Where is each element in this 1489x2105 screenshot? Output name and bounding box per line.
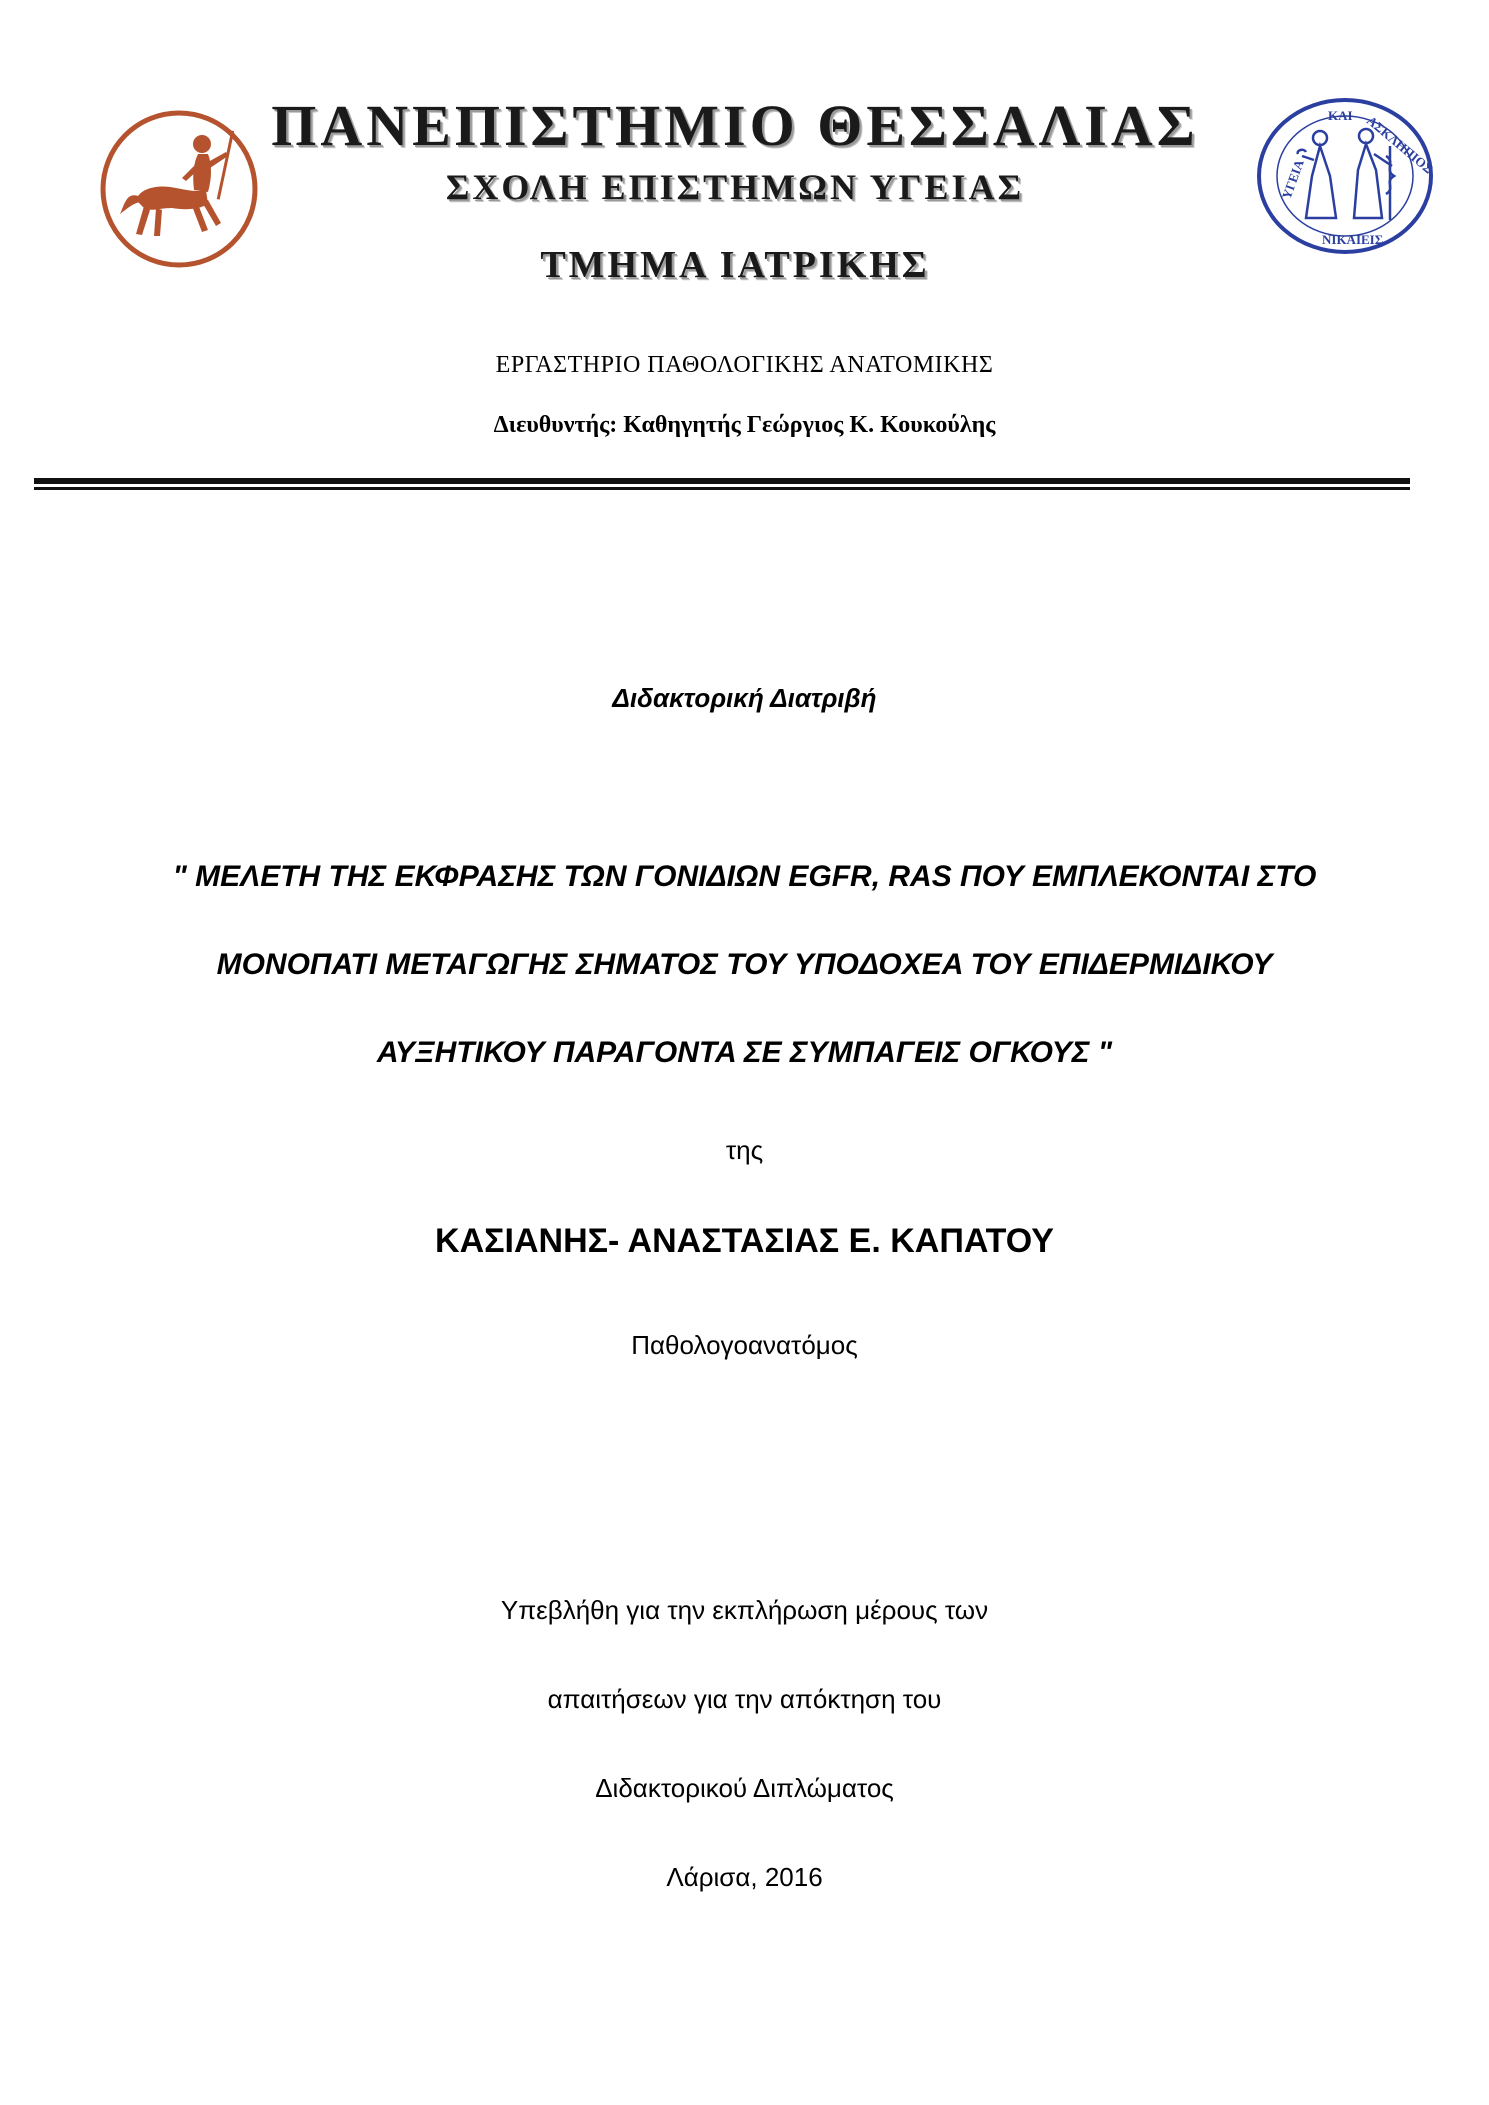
laboratory-name: ΕΡΓΑΣΤΗΡΙΟ ΠΑΘΟΛΟΓΙΚΗΣ ΑΝΑΤΟΜΙΚΗΣ bbox=[495, 352, 994, 378]
place-date: Λάρισα, 2016 bbox=[666, 1862, 823, 1892]
submission-line-3: Διδακτορικού Διπλώματος bbox=[595, 1773, 894, 1803]
author-role: Παθολογοανατόμος bbox=[631, 1330, 858, 1360]
svg-text:ΥΓΕΙΑ: ΥΓΕΙΑ bbox=[1278, 157, 1307, 202]
centaur-logo-icon bbox=[98, 108, 260, 270]
thesis-title-line-1: " ΜΕΛΕΤΗ ΤΗΣ ΕΚΦΡΑΣΗΣ ΤΩΝ ΓΟΝΙΔΙΩΝ EGFR, RAS ΠΟΥ ΕΜΠΛΕΚΟΝΤΑΙ ΣΤΟ bbox=[172, 860, 1317, 893]
university-name: ΠΑΝΕΠΙΣΤΗΜΙΟ ΘΕΣΣΑΛΙΑΣ bbox=[271, 93, 1199, 158]
thesis-title-line-2: ΜΟΝΟΠΑΤΙ ΜΕΤΑΓΩΓΗΣ ΣΗΜΑΤΟΣ ΤΟΥ ΥΠΟΔΟΧΕΑ ΤΟΥ ΕΠΙΔΕΡΜΙΔΙΚΟΥ bbox=[216, 948, 1273, 981]
svg-text:ΝΙΚΑΙΕΙΣ: ΝΙΚΑΙΕΙΣ bbox=[1322, 232, 1384, 247]
hygeia-asklepios-seal-icon bbox=[1250, 96, 1440, 256]
submission-line-2: απαιτήσεων για την απόκτηση του bbox=[547, 1684, 942, 1714]
svg-text:ΑΣΚΛΗΠΙΟΣ: ΑΣΚΛΗΠΙΟΣ bbox=[1364, 112, 1436, 177]
document-type: Διδακτορική Διατριβή bbox=[612, 683, 877, 713]
director-line: Διευθυντής: Καθηγητής Γεώργιος Κ. Κουκούλης bbox=[493, 412, 996, 438]
author-name: ΚΑΣΙΑΝΗΣ- ΑΝΑΣΤΑΣΙΑΣ Ε. ΚΑΠΑΤΟΥ bbox=[435, 1222, 1054, 1260]
by-label: της bbox=[725, 1135, 764, 1165]
svg-text:ΚΑΙ: ΚΑΙ bbox=[1328, 108, 1353, 123]
department-name: ΤΜΗΜΑ ΙΑΤΡΙΚΗΣ bbox=[540, 244, 930, 286]
thesis-title-line-3: ΑΥΞΗΤΙΚΟΥ ΠΑΡΑΓΟΝΤΑ ΣΕ ΣΥΜΠΑΓΕΙΣ ΟΓΚΟΥΣ " bbox=[376, 1036, 1113, 1069]
header-divider-thin bbox=[34, 487, 1410, 490]
header-divider bbox=[34, 478, 1410, 484]
school-name: ΣΧΟΛΗ ΕΠΙΣΤΗΜΩΝ ΥΓΕΙΑΣ bbox=[445, 167, 1025, 207]
submission-line-1: Υπεβλήθη για την εκπλήρωση μέρους των bbox=[500, 1595, 989, 1625]
